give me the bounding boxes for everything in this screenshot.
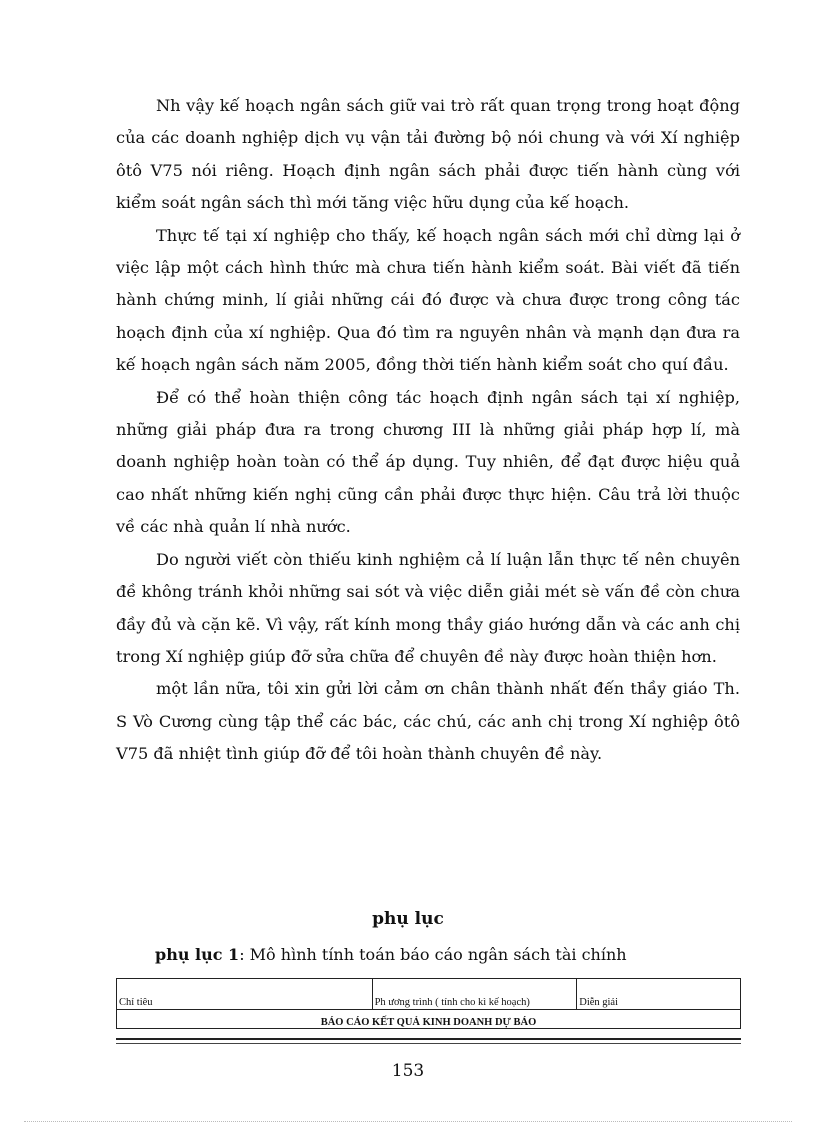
appendix-caption	[155, 945, 627, 964]
table-header-row	[117, 979, 741, 1010]
appendix-heading: phụ lục	[372, 909, 444, 929]
table-header-cell: Chỉ tiêu	[117, 979, 373, 1010]
table-section-cell: BÁO CÁO KẾT QUẢ KINH DOANH DỰ BÁO	[117, 1010, 741, 1029]
paragraph-2: Thực tế tại xí nghiệp cho thấy, kế hoạch ngân sách mới chỉ dừng lại ở việc lập một cách hình thức mà chưa tiến hành kiểm soát. Bài viết đã tiến hành chứng minh, lí giải những cái đó được và chưa được trong công tác hoạch định của xí nghiệp. Qua đó tìm ra nguyên nhân và mạnh dạn đưa ra kế hoạch ngân sách năm 2005, đồng thời tiến hành kiểm soát cho quí đầu.	[116, 225, 740, 375]
table-header-cell: Diễn giải	[577, 979, 741, 1010]
appendix-caption-label: phụ lục 1	[155, 945, 240, 964]
paragraph-3: Để có thể hoàn thiện công tác hoạch định ngân sách tại xí nghiệp, những giải pháp đưa ra trong chương III là những giải pháp hợp lí, mà doanh nghiệp hoàn toàn có thể áp dụng. Tuy nhiên, để đạt được hiệu quả cao nhất những kiến nghị cũng cần phải được thực hiện. Câu trả lời thuộc về các nhà quản lí nhà nước.	[116, 387, 740, 537]
paragraph-1: Nh vậy kế hoạch ngân sách giữ vai trò rất quan trọng trong hoạt động của các doanh nghiệp dịch vụ vận tải đường bộ nói chung và với Xí nghiệp ôtô V75 nói riêng. Hoạch định ngân sách phải được tiến hành cùng với kiểm soát ngân sách thì mới tăng việc hữu dụng của kế hoạch.	[116, 96, 740, 213]
footer-rule	[116, 1038, 741, 1040]
appendix-caption-text: : Mô hình tính toán báo cáo ngân sách tài chính	[239, 945, 627, 964]
footer-rule-thin	[116, 1043, 741, 1044]
table-section-row	[117, 1010, 741, 1029]
page-number: 153	[391, 1061, 425, 1081]
table-header-cell: Ph ương trình ( tính cho kì kế hoạch)	[372, 979, 577, 1010]
body-text	[116, 90, 740, 771]
page-edge-divider	[24, 1121, 792, 1122]
paragraph-4: Do người viết còn thiếu kinh nghiệm cả lí luận lẫn thực tế nên chuyên đề không tránh khỏi những sai sót và việc diễn giải mét sè vấn đề còn chưa đầy đủ và cặn kẽ. Vì vậy, rất kính mong thầy giáo hướng dẫn và các anh chị trong Xí nghiệp giúp đỡ sửa chữa để chuyên đề này được hoàn thiện hơn.	[116, 549, 740, 666]
paragraph-5: một lần nữa, tôi xin gửi lời cảm ơn chân thành nhất đến thầy giáo Th. S Vò Cương cùng tập thể các bác, các chú, các anh chị trong Xí nghiệp ôtô V75 đã nhiệt tình giúp đỡ để tôi hoàn thành chuyên đề này.	[116, 679, 740, 764]
appendix-table	[116, 978, 741, 1029]
